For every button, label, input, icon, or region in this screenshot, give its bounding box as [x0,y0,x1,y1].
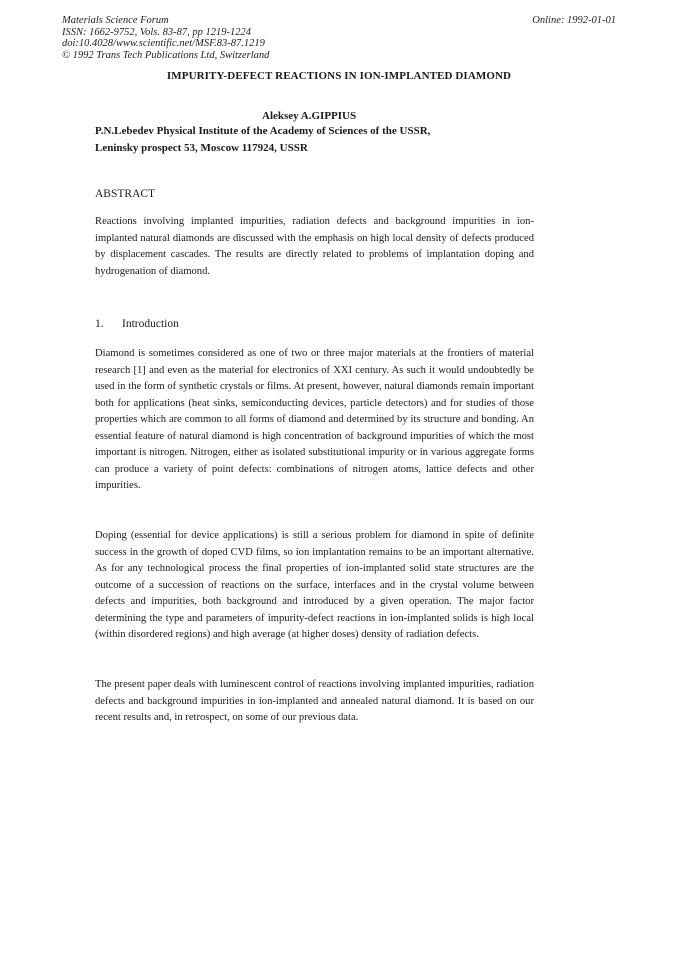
issn-line: ISSN: 1662-9752, Vols. 83-87, pp 1219-1224 [62,26,251,38]
intro-paragraph-3: The present paper deals with luminescent control of reactions involving implanted impurities, radiation defects and background impurities in ion-implanted and annealed natural diamond. It is based on our recent results and, in retrospect, on some of our previous data. [95,679,534,723]
paper-title: IMPURITY-DEFECT REACTIONS IN ION-IMPLANTED DIAMOND [166,70,512,82]
journal-name: Materials Science Forum [62,15,169,26]
abstract-heading: ABSTRACT [95,188,156,200]
affiliation-line-2: Leninsky prospect 53, Moscow 117924, USSR [95,141,308,154]
introduction-heading [95,318,179,330]
affiliation [95,123,430,156]
affiliation-line-1: P.N.Lebedev Physical Institute of the Academy of Sciences of the USSR, [95,125,431,137]
intro-paragraph-1: Diamond is sometimes considered as one of two or three major materials at the frontiers of material research [1] and even as the material for electronics of XXI century. As such it would undoubtedly be used in the form of synthetic crystals or films. At present, however, natural diamonds remain important both for applications (heat sinks, semiconducting devices, particle detectors) and for studies of those properties which are common to all forms of diamond and determined by its structure and bonding. An essential feature of natural diamond is high concentration of background impurities of which the most important is nitrogen. Nitrogen, either as isolated substitutional impurity or in various aggregate forms can produce a variety of point defects: combinations of nitrogen atoms, lattice defects and other impurities. [95,348,534,491]
abstract-text: Reactions involving implanted impurities, radiation defects and background impurities in ion-implanted natural diamonds are discussed with the emphasis on high local density of defects produced by displacement cascades. The results are directly related to problems of implantation doping and hydrogenation of diamond. [95,216,534,277]
intro-paragraph-2: Doping (essential for device applications) is still a serious problem for diamond in spite of definite success in the growth of doped CVD films, so ion implantation remains to be an important alternative. As for any technological process the final properties of ion-implanted solid state structures are the outcome of a succession of reactions on the surface, interfaces and in the crystal volume between defects and impurities, both background and introduced by a given operation. The major factor determining the type and parameters of impurity-defect reactions in ion-implanted solids is high local (within disordered regions) and high average (at higher doses) density of radiation defects. [95,530,534,640]
online-date: Online: 1992-01-01 [532,15,616,26]
section-title: Introduction [122,318,179,330]
copyright-line: © 1992 Trans Tech Publications Ltd, Switzerland [62,49,270,61]
publication-header [62,15,269,61]
section-number: 1. [95,318,104,330]
doi-line: doi:10.4028/www.scientific.net/MSF.83-87.1219 [62,38,265,50]
author-name: Aleksey A.GIPPIUS [262,110,357,122]
